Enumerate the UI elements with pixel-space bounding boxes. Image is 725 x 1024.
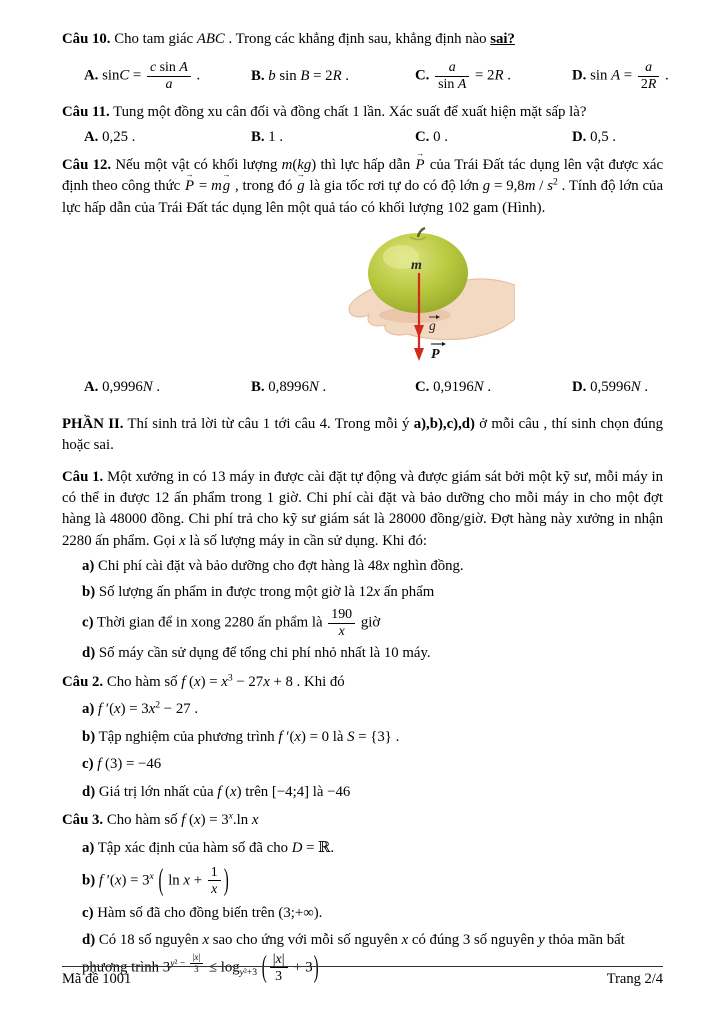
math-t: ) thì lực hấp dẫn xyxy=(311,156,415,173)
math-sup: 2 xyxy=(155,699,161,711)
math-i: s xyxy=(547,178,553,195)
math-i: y xyxy=(239,966,244,978)
math-t: .ln xyxy=(232,812,252,829)
math-t: . xyxy=(503,67,511,84)
p2q3-item-b xyxy=(62,865,663,897)
math-i: x xyxy=(211,881,218,897)
math-t: = 9,8 xyxy=(490,178,525,195)
math-i: x xyxy=(251,812,259,829)
math-denominator xyxy=(638,77,659,93)
math-t: sin xyxy=(156,60,180,76)
math-t: | xyxy=(281,951,285,967)
math-i: x xyxy=(148,701,156,718)
math-b: d) xyxy=(82,645,96,662)
math-numerator xyxy=(435,60,469,77)
math-t: Cho tam giác xyxy=(110,31,197,47)
q10-option-a xyxy=(84,60,251,92)
p2q2-item-d xyxy=(62,782,663,803)
math-i: m xyxy=(281,156,293,173)
math-i: ABC xyxy=(196,31,225,47)
math-sup: 2 xyxy=(552,176,558,188)
p-label: P xyxy=(431,346,440,362)
math-i: x xyxy=(114,872,122,889)
q11-option-b xyxy=(251,127,415,148)
math-b: Câu 11. xyxy=(62,104,110,121)
math-i: x xyxy=(114,701,121,718)
question-10-options xyxy=(62,53,669,99)
math-t: = {3} . xyxy=(354,728,400,745)
math-t: . Trong các khẳng định sau, khẳng định nào xyxy=(224,31,491,47)
math-t: có đúng 3 số nguyên xyxy=(408,932,539,949)
math-i: x xyxy=(382,558,390,575)
math-i: x xyxy=(275,951,282,967)
math-t: 0,5 . xyxy=(586,128,616,145)
math-i: f xyxy=(97,756,102,773)
p2q1-item-c xyxy=(62,607,663,639)
math-i: x xyxy=(338,624,345,640)
math-i: R xyxy=(494,67,504,84)
math-t: ( xyxy=(221,783,230,800)
math-t: ) trên [−4;4] là −46 xyxy=(236,783,351,800)
math-i: x xyxy=(194,952,199,963)
math-t: = 2 xyxy=(309,68,333,85)
math-numerator xyxy=(638,60,659,77)
math-t: = ℝ. xyxy=(302,839,335,856)
math-denominator xyxy=(435,77,469,93)
apple-hand-figure xyxy=(345,227,515,373)
q12-option-c xyxy=(415,377,572,398)
p2q2-item-a xyxy=(62,699,663,720)
math-t: sao cho ứng với mỗi số nguyên xyxy=(209,932,402,949)
math-t: . xyxy=(341,68,350,85)
math-t: 0,9196 xyxy=(429,378,474,395)
math-t: ln xyxy=(164,872,184,889)
math-b: a) xyxy=(82,839,95,856)
math-i: x xyxy=(194,812,201,829)
math-t xyxy=(429,68,433,84)
question-12-options xyxy=(62,377,663,398)
math-numerator xyxy=(147,60,191,77)
math-i: D xyxy=(291,839,303,856)
math-b: B. xyxy=(251,128,265,145)
g-label: g xyxy=(429,317,436,333)
apple-hand-graphic xyxy=(345,227,515,373)
math-b: b) xyxy=(82,872,96,889)
math-b: Câu 1. xyxy=(62,468,104,485)
math-t: ²+3 xyxy=(243,966,258,978)
math-t: ) = 0 là xyxy=(300,728,348,745)
math-vec: P → xyxy=(184,176,195,197)
p2q3-item-a xyxy=(62,838,663,859)
math-t: = xyxy=(195,178,212,195)
math-i: x xyxy=(194,673,201,690)
math-t: , trong đó xyxy=(231,178,297,195)
math-t: sin xyxy=(275,68,301,85)
math-t: Tập xác định của hàm số đã cho xyxy=(94,839,292,856)
math-t: sin xyxy=(438,77,458,93)
part2-question-3-stem xyxy=(62,810,663,831)
math-vec: g → xyxy=(296,176,305,197)
math-t: | xyxy=(198,952,201,963)
math-t: | xyxy=(192,952,195,963)
math-i: x xyxy=(228,810,233,822)
exam-code: Mã đề 1001 xyxy=(62,971,132,987)
math-t: ≤ log xyxy=(205,959,240,976)
math-i: c xyxy=(149,60,157,76)
math-i: A xyxy=(611,67,621,84)
part2-question-1-stem xyxy=(62,467,663,553)
math-t: Số lượng ấn phẩm in được trong một giờ là 12 xyxy=(95,583,374,600)
p2q2-item-c xyxy=(62,754,663,775)
math-numerator: 1 xyxy=(208,865,221,882)
math-i: a xyxy=(165,77,173,93)
math-t: Một xưởng in có 13 máy in được cài đặt tự động và được giám sát bởi một kỹ sư, mỗi máy in có thể in được 12 ấn phẩm trong 1 giờ. Chi phí cài đặt và bảo dưỡng cho mỗi máy in cho một đợt hàng là 48000 đồng. Chi phí trả cho kỹ sư giám sát là 28000 đồng/giờ. Đợt hàng này xưởng in nhận 2280 ấn phẩm. Gọi xyxy=(62,468,663,549)
math-t: ( xyxy=(185,812,194,829)
math-t: + xyxy=(190,872,206,889)
page-content xyxy=(62,26,669,990)
math-b: C. xyxy=(415,128,430,145)
math-t: ′( xyxy=(102,701,115,718)
math-i: m xyxy=(211,178,222,195)
math-denominator xyxy=(147,77,191,93)
math-t: của Trái Đất tác dụng lên vật được xác định theo công thức xyxy=(62,156,664,195)
p2q2-item-b xyxy=(62,727,663,748)
math-b: b) xyxy=(82,583,96,600)
math-t: là số lượng máy in cần sử dụng. Khi đó: xyxy=(185,532,427,549)
math-t: . xyxy=(318,378,327,395)
math-t: ) = 3 xyxy=(200,812,229,829)
math-i: f xyxy=(217,783,222,800)
math-i: x xyxy=(230,783,237,800)
math-t: 2 xyxy=(640,77,648,93)
p2q1-item-d xyxy=(62,643,663,664)
math-t: Giá trị lớn nhất của xyxy=(95,783,218,800)
math-b: A. xyxy=(84,67,99,84)
math-i: f xyxy=(278,728,283,745)
q12-option-a xyxy=(84,377,251,398)
math-b: Câu 10. xyxy=(62,31,111,47)
math-t: 0,5996 xyxy=(586,378,631,395)
math-t: ( xyxy=(292,156,298,173)
math-t: 0 . xyxy=(429,128,448,145)
math-i: y xyxy=(170,958,175,970)
math-t: / xyxy=(535,178,548,195)
math-b: B. xyxy=(251,68,265,85)
math-t: | xyxy=(272,951,276,967)
math-bp: ) xyxy=(223,865,229,898)
math-t: thỏa mãn bất phương trình 3 xyxy=(82,932,625,976)
math-t: − 27 . xyxy=(160,701,199,718)
math-t: sin xyxy=(98,67,120,84)
math-t: . Tính độ lớn của lực hấp dẫn của Trái Đất tác dụng lên một quả táo có khối lượng 102 gam (Hình). xyxy=(62,178,664,216)
math-fraction xyxy=(435,60,469,92)
math-b: d) xyxy=(82,932,96,949)
page-footer xyxy=(62,963,663,988)
part-2-header xyxy=(62,414,663,457)
math-denominator xyxy=(328,624,355,640)
math-t: (3) = −46 xyxy=(101,756,162,773)
math-i: R xyxy=(647,77,657,93)
math-i: a xyxy=(448,60,456,76)
math-t: + 8 . Khi đó xyxy=(269,673,345,690)
math-bu: sai? xyxy=(490,31,515,47)
math-bp: ( xyxy=(158,865,164,898)
math-i: A xyxy=(457,77,467,93)
p2q1-item-b xyxy=(62,582,663,603)
math-b: B. xyxy=(251,378,265,395)
math-i: x xyxy=(179,532,186,549)
math-i: N xyxy=(142,378,153,395)
math-b: c) xyxy=(82,756,94,773)
math-i: x xyxy=(373,583,381,600)
math-b: D. xyxy=(572,378,587,395)
math-numerator xyxy=(190,953,204,964)
math-t: Chi phí cài đặt và bảo dưỡng cho đợt hàng là 48 xyxy=(94,558,383,575)
math-i: x xyxy=(221,673,228,690)
math-t: . xyxy=(640,378,649,395)
math-t: = xyxy=(620,67,636,84)
question-10-stem xyxy=(62,29,663,50)
math-t: 1 . xyxy=(264,128,284,145)
math-t: Số máy cần sử dụng để tổng chi phí nhỏ nhất là 10 máy. xyxy=(95,645,431,662)
math-i: kg xyxy=(297,156,312,173)
math-b: Câu 2. xyxy=(62,673,104,690)
q10-option-b xyxy=(251,66,415,87)
math-fraction xyxy=(147,60,191,92)
math-i: a xyxy=(645,60,653,76)
math-t: . xyxy=(661,67,669,84)
math-i: x xyxy=(401,932,409,949)
math-t: . xyxy=(483,378,492,395)
math-i: m xyxy=(524,178,536,195)
mass-label: m xyxy=(411,257,422,273)
math-b: C. xyxy=(415,378,430,395)
math-denominator xyxy=(208,881,221,897)
math-t: Cho hàm số xyxy=(103,673,182,690)
math-b: a) xyxy=(82,701,95,718)
math-i: g xyxy=(482,178,491,195)
math-t: 0,9996 xyxy=(98,378,143,395)
math-t: = 2 xyxy=(471,67,495,84)
math-t: sin xyxy=(586,67,612,84)
math-i: B xyxy=(300,68,310,85)
math-t: Có 18 số nguyên xyxy=(95,932,203,949)
math-vec: P → xyxy=(415,155,426,176)
q11-option-c xyxy=(415,127,572,148)
math-vec: g → xyxy=(222,176,231,197)
page-number: Trang 2/4 xyxy=(606,971,663,987)
math-numerator: 190 xyxy=(328,607,355,624)
math-t: Thời gian để in xong 2280 ấn phẩm là xyxy=(93,614,327,631)
math-t: − 27 xyxy=(232,673,264,690)
q11-option-d xyxy=(572,127,663,148)
math-i: N xyxy=(473,378,484,395)
math-b: a),b),c),d) xyxy=(413,415,475,432)
math-t: Tập nghiệm của phương trình xyxy=(95,728,279,745)
math-t: 0,25 . xyxy=(98,128,136,145)
math-i: f xyxy=(181,673,186,690)
math-i: x xyxy=(263,673,270,690)
math-i: x xyxy=(149,871,154,883)
math-b: Câu 3. xyxy=(62,812,104,829)
math-t: ′( xyxy=(282,728,295,745)
math-t: + 3 xyxy=(289,959,313,976)
math-t: ′( xyxy=(103,872,115,889)
p2q3-item-c xyxy=(62,903,663,924)
math-bp: ) xyxy=(313,951,319,985)
math-i: x xyxy=(183,872,190,889)
math-b: a) xyxy=(82,558,95,575)
math-denominator: 3 xyxy=(194,963,199,974)
math-t: Cho hàm số xyxy=(103,812,182,829)
math-i: f xyxy=(98,701,103,718)
math-b: b) xyxy=(82,728,96,745)
math-i: x xyxy=(202,932,210,949)
question-12-body xyxy=(62,155,663,219)
math-t: ) = xyxy=(200,673,222,690)
q12-option-b xyxy=(251,377,415,398)
p2q1-item-a xyxy=(62,556,663,577)
math-t: . xyxy=(152,378,161,395)
math-b: A. xyxy=(84,128,99,145)
math-b: A. xyxy=(84,378,99,395)
math-sup: 3 xyxy=(227,672,233,684)
math-i: f xyxy=(98,872,103,889)
math-denominator: 3 xyxy=(275,968,283,984)
math-b: c) xyxy=(82,904,94,921)
math-b: Câu 12. xyxy=(62,156,112,173)
math-t: 0,8996 xyxy=(264,378,309,395)
math-fraction xyxy=(638,60,659,92)
math-b: c) xyxy=(82,614,94,631)
math-i: S xyxy=(347,728,355,745)
math-b: d) xyxy=(82,783,96,800)
math-t: ấn phẩm xyxy=(380,583,435,600)
math-i: R xyxy=(332,68,342,85)
math-t: . xyxy=(192,67,201,84)
math-i: f xyxy=(181,812,186,829)
math-t: nghìn đồng. xyxy=(389,558,464,575)
math-fraction xyxy=(208,865,221,897)
question-11-options xyxy=(62,127,663,148)
math-i: N xyxy=(308,378,319,395)
math-b: C. xyxy=(415,67,430,84)
math-t: giờ xyxy=(357,614,381,631)
math-t: ² − xyxy=(174,958,188,970)
math-i: x xyxy=(294,728,301,745)
math-t: Hàm số đã cho đồng biến trên (3;+∞). xyxy=(93,904,323,921)
math-t: ở mỗi câu , thí sinh chọn đúng hoặc sai. xyxy=(62,415,663,454)
math-t: ) = 3 xyxy=(120,701,149,718)
math-i: b xyxy=(268,68,276,85)
math-i: y xyxy=(538,932,545,949)
math-t: Tung một đồng xu cân đối và đồng chất 1 lần. Xác suất để xuất hiện mặt sấp là? xyxy=(109,104,587,121)
math-t: ( xyxy=(185,673,194,690)
math-b: PHẦN II. xyxy=(62,415,124,432)
q10-option-c xyxy=(415,60,572,92)
part2-question-2-stem xyxy=(62,672,663,693)
q12-option-d xyxy=(572,377,663,398)
math-fraction xyxy=(328,607,355,639)
q10-option-d xyxy=(572,60,669,92)
q11-option-a xyxy=(84,127,251,148)
math-b: D. xyxy=(572,128,587,145)
math-t: là gia tốc rơi tự do có độ lớn xyxy=(305,178,483,195)
p-vector-tip xyxy=(442,342,446,346)
math-t: Nếu một vật có khối lượng xyxy=(111,156,282,173)
math-bp: ( xyxy=(261,951,267,985)
math-t: Thí sinh trả lời từ câu 1 tới câu 4. Trong mỗi ý xyxy=(123,415,414,432)
math-i: A xyxy=(179,60,188,76)
math-i: N xyxy=(630,378,641,395)
math-t: = xyxy=(129,67,145,84)
math-i: C xyxy=(119,67,130,84)
math-b: D. xyxy=(572,67,587,84)
p-arrowhead xyxy=(414,348,424,361)
math-t: ) = 3 xyxy=(121,872,150,889)
question-11-stem xyxy=(62,102,663,123)
